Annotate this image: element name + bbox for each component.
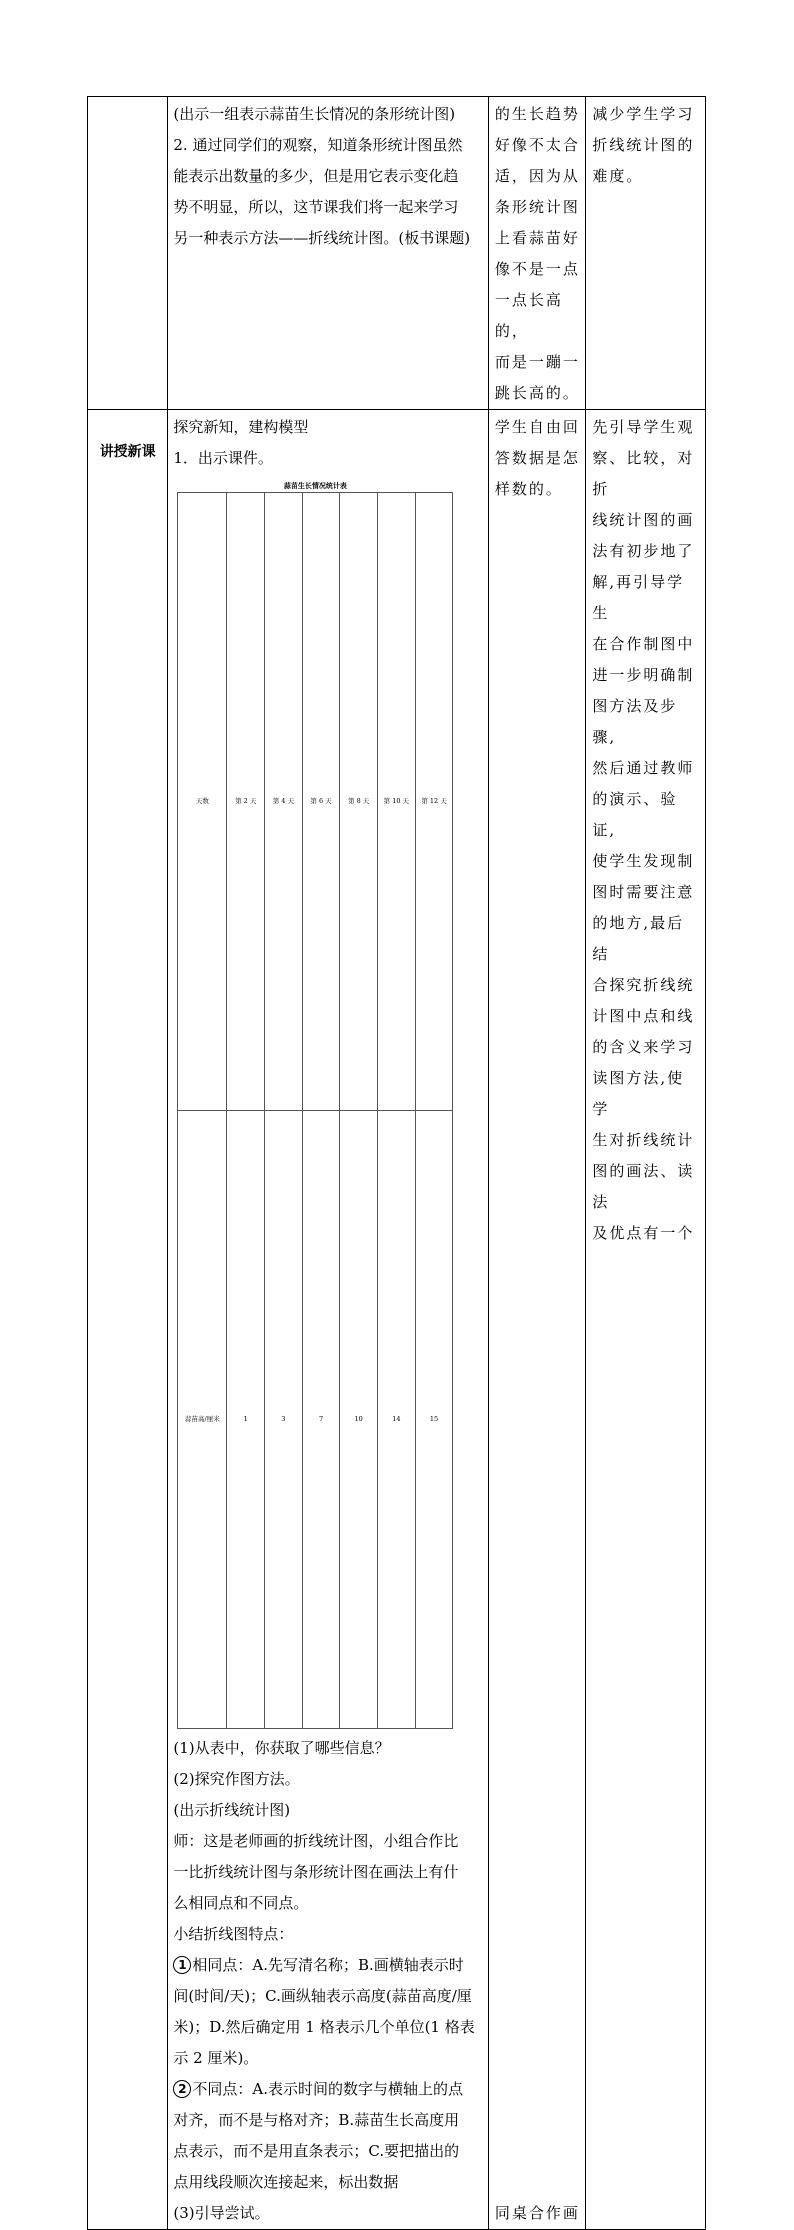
text-line: 难度。 [592, 167, 644, 185]
mini-table-cell: 蒜苗高/厘米 [178, 1111, 227, 1729]
text-line: 读图方法,使学 [592, 1069, 685, 1118]
text-line: 的地方,最后结 [592, 914, 685, 963]
text-line: 而是一蹦一 [494, 353, 580, 371]
student-activity-cell [488, 97, 585, 410]
text-line: 法有初步地了 [592, 542, 695, 560]
table-row [88, 410, 706, 2230]
text-line: 师：这是老师画的折线统计图，小组合作比 [173, 1832, 459, 1850]
mini-table-cell: 天数 [178, 493, 227, 1111]
mini-table-cell: 第 4 天 [265, 493, 303, 1111]
text-line: (出示一组表示蒜苗生长情况的条形统计图) [173, 105, 456, 123]
mini-table-grid [177, 492, 453, 1729]
text-line: 学生自由回 [494, 418, 580, 436]
activity-cell [168, 410, 489, 2230]
text-line: 解,再引导学生 [592, 573, 685, 622]
text-line: 势不明显，所以，这节课我们将一起来学习 [173, 198, 459, 216]
table-row [88, 97, 706, 410]
section-label: 讲授新课 [99, 444, 156, 460]
sprout-growth-table [177, 480, 453, 1729]
text-line: 察、比较，对折 [592, 449, 695, 498]
text-line: 米)；D.然后确定用 1 格表示几个单位(1 格表 [173, 2018, 475, 2036]
text-line [173, 1950, 484, 1981]
text-line: 线统计图的画 [592, 511, 695, 529]
text-line: 然后通过教师 [592, 759, 695, 777]
text-line: 样数的。 [494, 480, 563, 498]
text-line: 计图中点和线 [592, 1007, 695, 1025]
text-line: 间(时间/天)；C.画纵轴表示高度(蒜苗高度/厘 [173, 1987, 472, 2005]
text-line: 的生长趋势 [494, 105, 580, 123]
text-line: 先引导学生观 [592, 418, 695, 436]
mini-table-cell: 第 12 天 [415, 493, 453, 1111]
text-line: 答数据是怎 [494, 449, 580, 467]
text-line: 及优点有一个 [592, 1224, 695, 1242]
text-line: 像不是一点 [494, 260, 580, 278]
text-line: 折线统计图的 [592, 136, 695, 154]
student-activity-cell [488, 410, 585, 2230]
text-line: 进一步明确制 [592, 666, 695, 684]
text-line: 上看蒜苗好 [494, 229, 580, 247]
text-line: 一点长高的， [494, 291, 563, 340]
mini-table-cell: 第 6 天 [302, 493, 340, 1111]
text-line: (2)探究作图方法。 [173, 1770, 300, 1788]
text-line: 生对折线统计 [592, 1131, 695, 1149]
activity-cell [168, 97, 489, 410]
text-line: 图的画法、读法 [592, 1162, 695, 1211]
text-line: 小结折线图特点： [173, 1925, 294, 1943]
mini-table-title: 蒜苗生长情况统计表 [283, 482, 347, 490]
text-line: 的含义来学习 [592, 1038, 695, 1056]
text-line: 合探究折线统 [592, 976, 695, 994]
mini-table-cell: 第 8 天 [340, 493, 378, 1111]
text-line: 点用线段顺次连接起来，标出数据 [173, 2173, 399, 2191]
text-line: 好像不太合 [494, 136, 580, 154]
mini-table-cell: 7 [302, 1111, 340, 1729]
text-line: (3)引导尝试。 [173, 2204, 270, 2222]
text-line: 在合作制图中 [592, 635, 695, 653]
mini-table-cell: 14 [378, 1111, 416, 1729]
mini-table-cell: 10 [340, 1111, 378, 1729]
text-line: 跳长高的。 [494, 384, 580, 402]
circled-number-mark: 1 [173, 1956, 191, 1974]
text-line: 一比折线统计图与条形统计图在画法上有什 [173, 1863, 459, 1881]
circled-number-mark: 2 [173, 2080, 191, 2098]
text-line: 2. 通过同学们的观察，知道条形统计图虽然 [173, 136, 463, 154]
mini-table-header-row [178, 493, 453, 1111]
section-label-cell [88, 97, 168, 410]
mini-table-cell: 3 [265, 1111, 303, 1729]
mini-table-cell: 1 [227, 1111, 265, 1729]
design-intent-cell [586, 97, 706, 410]
text-line: 探究新知，建构模型 [173, 418, 309, 436]
text-line: 同桌合作画 [494, 2204, 580, 2222]
text-line: 减少学生学习 [592, 105, 695, 123]
text-line: 点表示，而不是用直条表示；C.要把描出的 [173, 2142, 460, 2160]
lesson-plan-table [87, 96, 706, 2230]
mini-table-data-row [178, 1111, 453, 1729]
section-label-cell [88, 410, 168, 2230]
text-line: 条形统计图 [494, 198, 580, 216]
text-line: (1)从表中，你获取了哪些信息？ [173, 1739, 390, 1757]
text-line: 另一种表示方法——折线统计图。(板书课题) [173, 229, 471, 247]
text-line [173, 2074, 484, 2105]
point-text: 相同点：A.先写清名称；B.画横轴表示时 [192, 1956, 464, 1974]
text-line: 的演示、验证, [592, 790, 678, 839]
text-line: (出示折线统计图) [173, 1801, 291, 1819]
mini-table-cell: 第 2 天 [227, 493, 265, 1111]
text-line: 对齐，而不是与格对齐；B.蒜苗生长高度用 [173, 2111, 460, 2129]
text-line: 图方法及步骤, [592, 697, 678, 746]
text-line: 么相同点和不同点。 [173, 1894, 309, 1912]
text-line: 使学生发现制 [592, 852, 695, 870]
design-intent-cell [586, 410, 706, 2230]
mini-table-cell: 第 10 天 [378, 493, 416, 1111]
text-line: 图时需要注意 [592, 883, 695, 901]
text-line: 示 2 厘米)。 [173, 2049, 259, 2067]
point-text: 不同点：A.表示时间的数字与横轴上的点 [192, 2080, 463, 2098]
text-line: 能表示出数量的多少，但是用它表示变化趋 [173, 167, 459, 185]
mini-table-cell: 15 [415, 1111, 453, 1729]
text-line: 适，因为从 [494, 167, 580, 185]
text-line: 1．出示课件。 [173, 449, 273, 467]
